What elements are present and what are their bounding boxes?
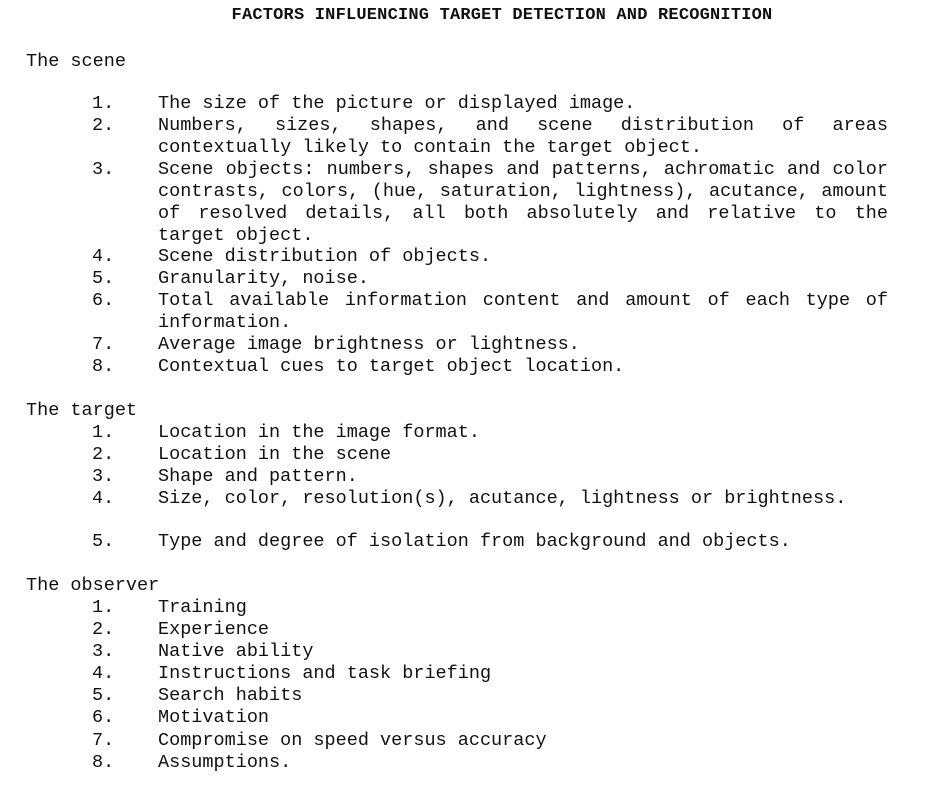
item-text: Instructions and task briefing: [158, 663, 492, 684]
item-number: 5.: [92, 268, 115, 289]
item-number: 3.: [92, 466, 115, 487]
item-number: 2.: [92, 444, 115, 465]
item-number: 3.: [92, 159, 115, 180]
item-number: 8.: [92, 356, 115, 377]
item-number: 6.: [92, 707, 115, 728]
section-heading-target: The target: [26, 400, 138, 421]
item-number: 5.: [92, 531, 115, 552]
item-text: Contextual cues to target object location.: [158, 356, 625, 377]
item-text: Average image brightness or lightness.: [158, 334, 580, 355]
item-text: Search habits: [158, 685, 303, 706]
item-text: Motivation: [158, 707, 270, 728]
item-text: Numbers, sizes, shapes, and scene distribution of areas contextually likely to contain the target object.: [158, 115, 888, 158]
item-text: Size, color, resolution(s), acutance, lightness or brightness.: [158, 488, 847, 509]
item-text: Granularity, noise.: [158, 268, 369, 289]
item-number: 4.: [92, 246, 115, 267]
item-text: Shape and pattern.: [158, 466, 358, 487]
page-title: FACTORS INFLUENCING TARGET DETECTION AND RECOGNITION: [231, 6, 773, 25]
item-text: Experience: [158, 619, 270, 640]
item-text: Training: [158, 597, 247, 618]
item-text: Location in the scene: [158, 444, 392, 465]
item-number: 2.: [92, 619, 115, 640]
item-text: Location in the image format.: [158, 422, 480, 443]
section-heading-scene: The scene: [26, 51, 126, 72]
item-number: 4.: [92, 663, 115, 684]
item-number: 1.: [92, 422, 115, 443]
item-number: 3.: [92, 641, 115, 662]
item-text: Compromise on speed versus accuracy: [158, 730, 547, 751]
item-number: 7.: [92, 334, 115, 355]
item-number: 6.: [92, 290, 115, 311]
item-number: 8.: [92, 752, 115, 773]
item-number: 4.: [92, 488, 115, 509]
item-number: 2.: [92, 115, 115, 136]
item-text: The size of the picture or displayed image.: [158, 93, 636, 114]
item-text: Native ability: [158, 641, 314, 662]
item-number: 1.: [92, 93, 115, 114]
item-text: Scene distribution of objects.: [158, 246, 492, 267]
item-number: 7.: [92, 730, 115, 751]
section-heading-observer: The observer: [26, 575, 160, 596]
item-text: Total available information content and amount of each type of information.: [158, 290, 888, 333]
item-text: Assumptions.: [158, 752, 292, 773]
item-text: Type and degree of isolation from background and objects.: [158, 531, 791, 552]
item-number: 1.: [92, 597, 115, 618]
item-number: 5.: [92, 685, 115, 706]
item-text: Scene objects: numbers, shapes and patterns, achromatic and color contrasts, colors, (hue, saturation, lightness), acutance, amount of resolved details, all both absolutely and relative to the target object.: [158, 159, 888, 246]
